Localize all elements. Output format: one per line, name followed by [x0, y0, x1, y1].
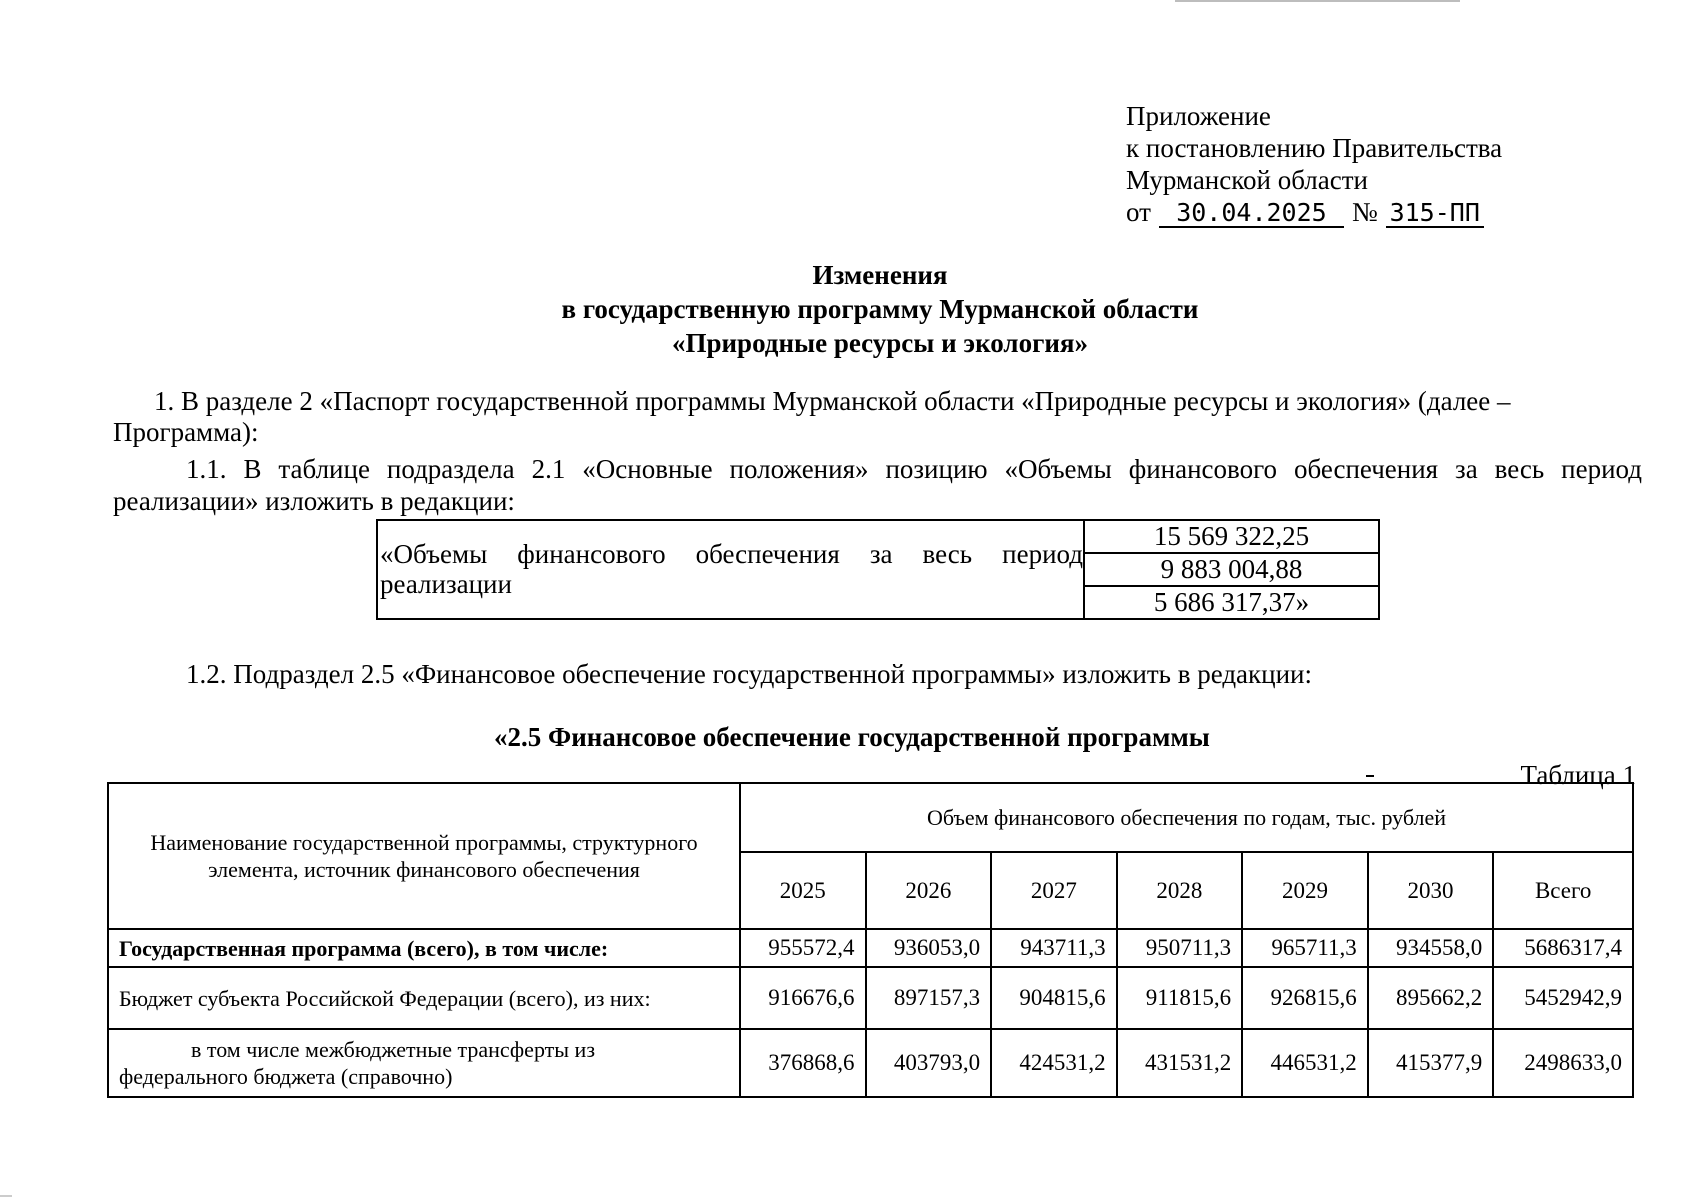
cell-value: 424531,2: [991, 1029, 1117, 1097]
approval-line-3: Мурманской области: [1126, 165, 1368, 195]
header-year: 2025: [740, 852, 866, 929]
row-name: Бюджет субъекта Российской Федерации (всего), из них:: [108, 967, 740, 1029]
row-name: в том числе межбюджетные трансферты из федерального бюджета (справочно): [108, 1029, 740, 1097]
header-name: Наименование государственной программы, структурного элемента, источник финансового обеспечения: [108, 783, 740, 929]
funding-volume-table: [376, 519, 1380, 620]
approval-date-line: [1126, 196, 1502, 228]
cell-value: 943711,3: [991, 929, 1117, 967]
table-row: [108, 929, 1633, 967]
cell-value: 911815,6: [1117, 967, 1243, 1029]
funding-value-3: 5 686 317,37»: [1084, 586, 1379, 619]
funding-volume-label: [377, 520, 1084, 619]
cell-total: 5452942,9: [1493, 967, 1633, 1029]
document-title: [0, 258, 1704, 360]
cell-value: 376868,6: [740, 1029, 866, 1097]
title-line-3: «Природные ресурсы и экология»: [671, 328, 1089, 358]
cell-value: 895662,2: [1368, 967, 1494, 1029]
header-year: 2030: [1368, 852, 1494, 929]
number-label: №: [1351, 197, 1378, 227]
header-year: 2028: [1117, 852, 1243, 929]
approval-block: [1126, 100, 1502, 228]
cell-total: 2498633,0: [1493, 1029, 1633, 1097]
from-label: от: [1126, 197, 1151, 227]
header-total: Всего: [1493, 852, 1633, 929]
cell-value: 403793,0: [866, 1029, 992, 1097]
table-row: [108, 967, 1633, 1029]
cell-total: 5686317,4: [1493, 929, 1633, 967]
cell-value: 897157,3: [866, 967, 992, 1029]
stray-mark: [1366, 775, 1374, 777]
cell-value: 934558,0: [1368, 929, 1494, 967]
cell-value: 955572,4: [740, 929, 866, 967]
scan-mark: [0, 1195, 12, 1197]
funding-label-line-1: «Объемы финансового обеспечения за весь период: [380, 539, 1083, 569]
cell-value: 904815,6: [991, 967, 1117, 1029]
approval-line-2: к постановлению Правительства: [1126, 133, 1503, 163]
paragraph-1-2: 1.2. Подраздел 2.5 «Финансовое обеспечение государственной программы» изложить в редакции:: [186, 659, 1313, 689]
funding-value-2: 9 883 004,88: [1084, 553, 1379, 586]
cell-value: 415377,9: [1368, 1029, 1494, 1097]
approval-date: 30.04.2025: [1159, 200, 1344, 228]
approval-line-1: Приложение: [1126, 101, 1271, 131]
cell-value: 916676,6: [740, 967, 866, 1029]
financial-table: [107, 782, 1634, 1098]
title-line-1: Изменения: [812, 260, 948, 290]
header-year: 2027: [991, 852, 1117, 929]
top-edge-line: [1175, 0, 1460, 2]
title-line-2: в государственную программу Мурманской области: [561, 294, 1199, 324]
table-label: Таблица 1: [1520, 760, 1636, 790]
paragraph-1-1-line-2: реализации» изложить в редакции:: [113, 486, 515, 516]
cell-value: 965711,3: [1242, 929, 1368, 967]
approval-number: 315-ПП: [1386, 200, 1484, 228]
paragraph-1-line-1: 1. В разделе 2 «Паспорт государственной программы Мурманской области «Природные ресурсы и экология» (далее –: [154, 386, 1511, 416]
funding-total-value: 15 569 322,25: [1084, 520, 1379, 553]
cell-value: 950711,3: [1117, 929, 1243, 967]
header-year: 2026: [866, 852, 992, 929]
cell-value: 431531,2: [1117, 1029, 1243, 1097]
cell-value: 936053,0: [866, 929, 992, 967]
header-year: 2029: [1242, 852, 1368, 929]
cell-value: 446531,2: [1242, 1029, 1368, 1097]
cell-value: 926815,6: [1242, 967, 1368, 1029]
header-years-group: Объем финансового обеспечения по годам, тыс. рублей: [740, 783, 1633, 852]
section-title: «2.5 Финансовое обеспечение государственной программы: [494, 722, 1210, 752]
row-name: Государственная программа (всего), в том числе:: [108, 929, 740, 967]
funding-label-line-2: реализации: [380, 569, 512, 599]
paragraph-1-1-line-1: 1.1. В таблице подраздела 2.1 «Основные положения» позицию «Объемы финансового обеспечения за весь период: [186, 454, 1642, 484]
paragraph-1-line-2: Программа):: [113, 417, 259, 447]
table-row: [108, 1029, 1633, 1097]
